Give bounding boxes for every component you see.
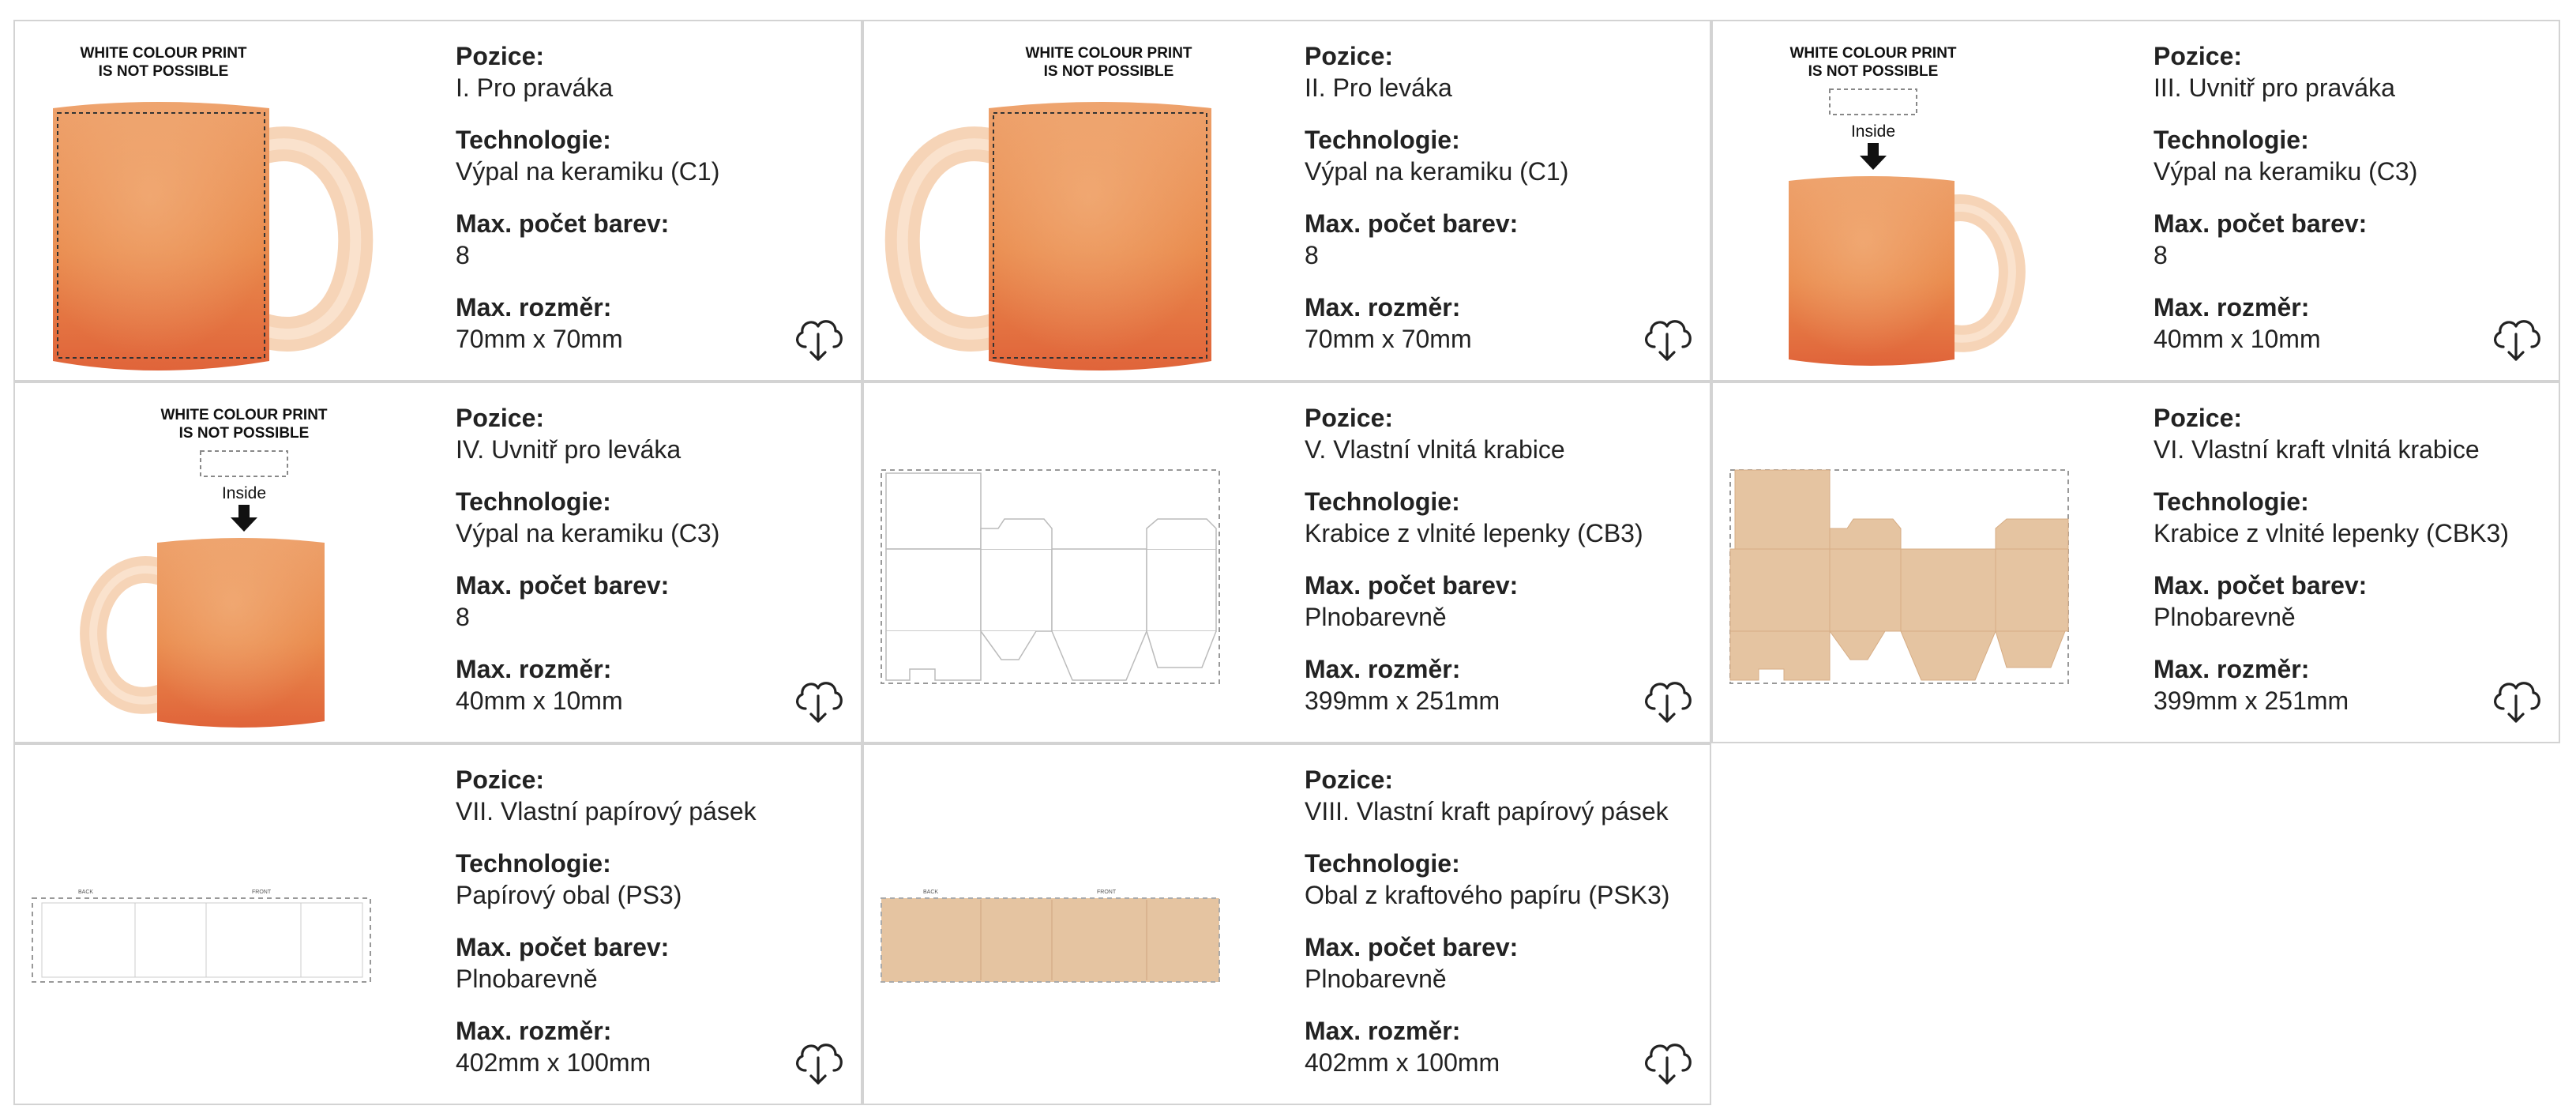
- max-size-label: Max. rozměr:: [2154, 655, 2310, 683]
- max-colors-label: Max. počet barev:: [2154, 209, 2368, 238]
- max-size-value: 70mm x 70mm: [1305, 325, 1472, 353]
- position-details: [1305, 764, 1684, 1099]
- position-card-3: [1711, 20, 2560, 382]
- position-label: Pozice:: [456, 404, 545, 432]
- max-colors-label: Max. počet barev:: [456, 933, 670, 961]
- position-card-4: [13, 382, 862, 743]
- position-value: III. Uvnitř pro praváka: [2154, 73, 2395, 102]
- download-button[interactable]: [1639, 1031, 1695, 1088]
- technology-label: Technologie:: [456, 487, 611, 516]
- technology-label: Technologie:: [2154, 487, 2309, 516]
- max-size-label: Max. rozměr:: [456, 1017, 612, 1045]
- kraft-paper-sleeve-image: [872, 753, 1275, 1097]
- white-print-note-line2: IS NOT POSSIBLE: [1808, 63, 1939, 80]
- download-button[interactable]: [2488, 669, 2544, 726]
- back-label: BACK: [923, 889, 939, 895]
- max-colors-value: 8: [1305, 241, 1319, 269]
- max-size-label: Max. rozměr:: [1305, 1017, 1461, 1045]
- position-value: I. Pro praváka: [456, 73, 614, 102]
- download-button[interactable]: [1639, 669, 1695, 726]
- technology-value: Krabice z vlnité lepenky (CBK3): [2154, 519, 2509, 547]
- technology-label: Technologie:: [1305, 849, 1460, 878]
- position-card-5: [862, 382, 1711, 743]
- max-size-value: 399mm x 251mm: [1305, 686, 1500, 715]
- arrow-down-icon: [1860, 143, 1887, 170]
- max-size-value: 402mm x 100mm: [456, 1048, 652, 1077]
- technology-value: Krabice z vlnité lepenky (CB3): [1305, 519, 1643, 547]
- max-colors-label: Max. počet barev:: [2154, 571, 2368, 600]
- max-colors-value: Plnobarevně: [1305, 965, 1447, 993]
- position-label: Pozice:: [1305, 42, 1394, 70]
- position-details: [2154, 40, 2533, 375]
- cloud-download-icon: [2488, 669, 2544, 726]
- position-details: [1305, 40, 1684, 375]
- white-print-note-line1: WHITE COLOUR PRINT: [1025, 45, 1192, 62]
- max-colors-value: 8: [2154, 241, 2168, 269]
- download-button[interactable]: [790, 307, 847, 364]
- max-colors-label: Max. počet barev:: [1305, 571, 1519, 600]
- cloud-download-icon: [790, 307, 847, 364]
- paper-sleeve-image: [23, 753, 426, 1097]
- max-size-label: Max. rozměr:: [2154, 293, 2310, 322]
- position-details: [456, 402, 835, 737]
- mug-inside-left-image: [23, 391, 426, 735]
- technology-value: Výpal na keramiku (C1): [1305, 157, 1569, 186]
- position-label: Pozice:: [1305, 765, 1394, 794]
- position-label: Pozice:: [456, 42, 545, 70]
- position-card-8: [862, 743, 1711, 1105]
- position-value: II. Pro leváka: [1305, 73, 1452, 102]
- download-button[interactable]: [1639, 307, 1695, 364]
- max-colors-value: 8: [456, 241, 470, 269]
- mug-inside-right-image: [1721, 29, 2124, 374]
- cloud-download-icon: [1639, 1031, 1695, 1088]
- mug-right-handed-image: [23, 29, 426, 374]
- technology-label: Technologie:: [2154, 126, 2309, 154]
- technology-value: Výpal na keramiku (C3): [2154, 157, 2418, 186]
- max-colors-value: Plnobarevně: [1305, 603, 1447, 631]
- technology-value: Výpal na keramiku (C1): [456, 157, 720, 186]
- technology-value: Papírový obal (PS3): [456, 881, 682, 909]
- position-value: VI. Vlastní kraft vlnitá krabice: [2154, 435, 2480, 464]
- position-card-2: [862, 20, 1711, 382]
- max-colors-label: Max. počet barev:: [456, 571, 670, 600]
- position-value: VIII. Vlastní kraft papírový pásek: [1305, 797, 1669, 826]
- white-print-note-line1: WHITE COLOUR PRINT: [1789, 45, 1957, 62]
- position-details: [456, 764, 835, 1099]
- technology-value: Obal z kraftového papíru (PSK3): [1305, 881, 1670, 909]
- position-details: [1305, 402, 1684, 737]
- max-size-value: 399mm x 251mm: [2154, 686, 2349, 715]
- front-label: FRONT: [252, 889, 272, 895]
- technology-label: Technologie:: [456, 849, 611, 878]
- download-button[interactable]: [790, 1031, 847, 1088]
- max-colors-label: Max. počet barev:: [456, 209, 670, 238]
- position-value: V. Vlastní vlnitá krabice: [1305, 435, 1565, 464]
- max-size-value: 402mm x 100mm: [1305, 1048, 1500, 1077]
- white-print-note-line2: IS NOT POSSIBLE: [178, 425, 310, 442]
- technology-label: Technologie:: [456, 126, 611, 154]
- white-print-note-line2: IS NOT POSSIBLE: [98, 63, 229, 80]
- position-card-1: [13, 20, 862, 382]
- max-size-label: Max. rozměr:: [456, 293, 612, 322]
- position-label: Pozice:: [2154, 404, 2243, 432]
- max-colors-value: Plnobarevně: [2154, 603, 2296, 631]
- max-size-value: 70mm x 70mm: [456, 325, 623, 353]
- technology-label: Technologie:: [1305, 126, 1460, 154]
- position-card-6: [1711, 382, 2560, 743]
- max-size-value: 40mm x 10mm: [2154, 325, 2321, 353]
- position-label: Pozice:: [456, 765, 545, 794]
- inside-label: Inside: [221, 484, 267, 502]
- technology-label: Technologie:: [1305, 487, 1460, 516]
- max-size-value: 40mm x 10mm: [456, 686, 623, 715]
- mug-left-handed-image: [872, 29, 1275, 374]
- print-positions-grid: [13, 20, 2560, 1105]
- max-colors-value: Plnobarevně: [456, 965, 598, 993]
- cloud-download-icon: [1639, 307, 1695, 364]
- max-size-label: Max. rozměr:: [456, 655, 612, 683]
- position-details: [2154, 402, 2533, 737]
- max-colors-value: 8: [456, 603, 470, 631]
- technology-value: Výpal na keramiku (C3): [456, 519, 720, 547]
- max-colors-label: Max. počet barev:: [1305, 933, 1519, 961]
- max-size-label: Max. rozměr:: [1305, 655, 1461, 683]
- back-label: BACK: [78, 889, 94, 895]
- download-button[interactable]: [790, 669, 847, 726]
- max-size-label: Max. rozměr:: [1305, 293, 1461, 322]
- cloud-download-icon: [790, 669, 847, 726]
- position-details: [456, 40, 835, 375]
- inside-label: Inside: [1850, 122, 1896, 141]
- cloud-download-icon: [2488, 307, 2544, 364]
- position-label: Pozice:: [2154, 42, 2243, 70]
- cloud-download-icon: [1639, 669, 1695, 726]
- position-value: IV. Uvnitř pro leváka: [456, 435, 682, 464]
- box-template-image: [872, 391, 1275, 735]
- arrow-down-icon: [231, 505, 257, 532]
- download-button[interactable]: [2488, 307, 2544, 364]
- position-card-7: [13, 743, 862, 1105]
- kraft-box-template-image: [1721, 391, 2124, 735]
- max-colors-label: Max. počet barev:: [1305, 209, 1519, 238]
- position-label: Pozice:: [1305, 404, 1394, 432]
- front-label: FRONT: [1097, 889, 1117, 895]
- cloud-download-icon: [790, 1031, 847, 1088]
- white-print-note-line1: WHITE COLOUR PRINT: [80, 45, 247, 62]
- white-print-note-line2: IS NOT POSSIBLE: [1043, 63, 1174, 80]
- white-print-note-line1: WHITE COLOUR PRINT: [160, 407, 328, 423]
- position-value: VII. Vlastní papírový pásek: [456, 797, 757, 826]
